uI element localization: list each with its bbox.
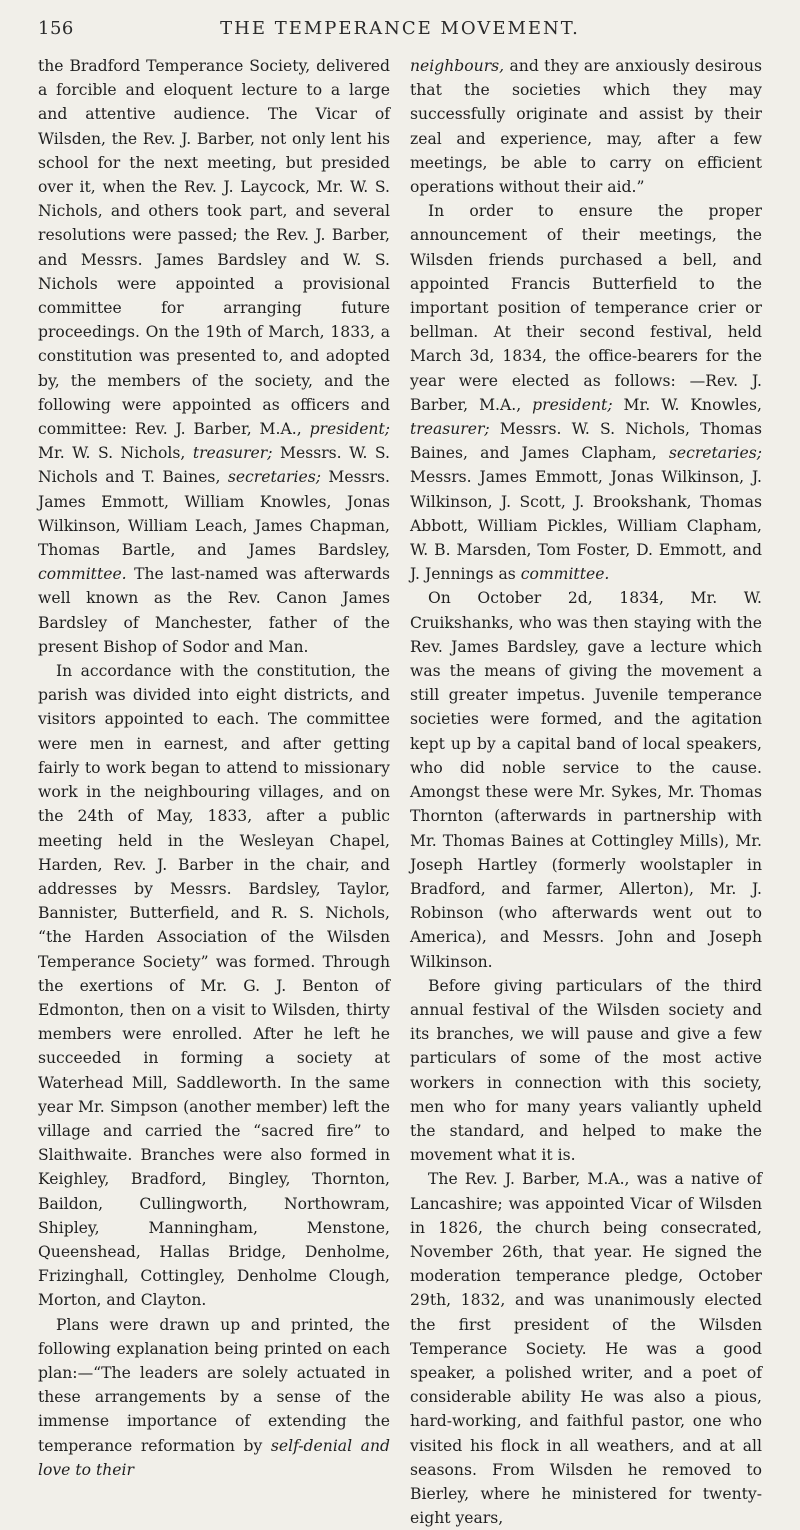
text-run: In order to ensure the proper announcement of their meetings, the Wilsden friends purchased a bell, and appointed Francis Butterfield to the important position of temperance crier or bellman. At their second festival, held March 3d, 1834, the office-bearers for the year were elected as follows: —Rev. J. Barber, M.A., xyxy=(410,202,762,414)
text-run: Plans were drawn up and printed, the following explanation being printed on each plan:—“The leaders are solely actuated in these arrangements by a sense of the immense importance of extending the temperance reformation by xyxy=(38,1315,390,1455)
italic-text-run: neighbours, xyxy=(410,57,505,75)
text-run: The last-named was afterwards well known as the Rev. Canon James Bardsley of Manchester, father of the present Bishop of Sodor and Man. xyxy=(38,565,390,656)
italic-text-run: committee. xyxy=(520,565,610,584)
italic-text-run: president; xyxy=(532,395,613,414)
text-run: the Bradford Temperance Society, delivered a forcible and eloquent lecture to a large and attentive audience. The Vicar of Wilsden, the Rev. J. Barber, not only lent his school for the next meeting, but presided over it, when the Rev. J. Laycock, Mr. W. S. Nichols, and others took part, and several resolutions were passed; the Rev. J. Barber, and Messrs. James Bardsley and W. S. Nichols were appointed a provisional committee for arranging future proceedings. On the 19th of March, 1833, a constitution was presented to, and adopted by, the members of the society, and the following were appointed as officers and committee: Rev. J. Barber, M.A., xyxy=(38,57,390,439)
text-columns xyxy=(38,54,762,1528)
italic-text-run: secretaries; xyxy=(227,468,321,487)
italic-text-run: treasurer; xyxy=(410,420,490,439)
page-header xyxy=(38,16,762,46)
paragraph xyxy=(410,1167,762,1530)
text-run: The Rev. J. Barber, M.A., was a native of Lancashire; was appointed Vicar of Wilsden in 1826, the church being consecrated, November 26th, that year. He signed the moderation temperance pledge, October 29th, 1832, and was unanimously elected the first president of the Wilsden Temperance Society. He was a good speaker, a polished writer, and a poet of considerable ability He was also a pious, hard-working, and faithful pastor, one who visited his flock in all weathers, and at all seasons. From Wilsden he removed to Bierley, where he ministered for twenty-eight years, xyxy=(410,1170,762,1528)
text-run: On October 2d, 1834, Mr. W. Cruikshanks, who was then staying with the Rev. James Bardsley, gave a lecture which was the means of giving the movement a still greater impetus. Juvenile temperance societies were formed, and the agitation kept up by a capital band of local speakers, who did noble service to the cause. Amongst these were Mr. Sykes, Mr. Thomas Thornton (afterwards in partnership with Mr. Thomas Baines at Cottingley Mills), Mr. Joseph Hartley (formerly woolstapler in Bradford, and farmer, Allerton), Mr. J. Robinson (who afterwards went out to America), and Messrs. John and Joseph Wilkinson. xyxy=(410,589,762,971)
text-run: Mr. W. Knowles, xyxy=(612,395,762,414)
text-run: Before giving particulars of the third annual festival of the Wilsden society and its branches, we will pause and give a few particulars of some of the most active workers in connection with this society, men who for many years valiantly upheld the standard, and helped to make the movement what it is. xyxy=(410,976,762,1165)
paragraph xyxy=(38,1313,390,1482)
italic-text-run: secretaries; xyxy=(668,444,762,463)
paragraph xyxy=(410,54,762,199)
paragraph xyxy=(410,586,762,973)
italic-text-run: president; xyxy=(309,420,390,439)
text-run: Messrs. W. S. Nichols and T. Baines, xyxy=(38,444,390,487)
text-run: Mr. W. S. Nichols, xyxy=(38,444,193,463)
right-column xyxy=(410,54,762,1528)
running-head: THE TEMPERANCE MOVEMENT. xyxy=(220,18,580,39)
page-number: 156 xyxy=(38,18,74,39)
text-run: Messrs. James Emmott, Jonas Wilkinson, J. Wilkinson, J. Scott, J. Brookshank, Thomas Abbott, William Pickles, William Clapham, W. B. Marsden, Tom Foster, D. Emmott, and J. Jennings as xyxy=(410,468,762,584)
text-run: Messrs. W. S. Nichols, Thomas Baines, and James Clapham, xyxy=(410,420,762,463)
paragraph xyxy=(38,659,390,1312)
italic-text-run: self-denial and love to their xyxy=(38,1436,390,1479)
paragraph xyxy=(38,54,390,659)
paragraph xyxy=(410,974,762,1168)
italic-text-run: treasurer; xyxy=(192,444,273,463)
italic-text-run: committee. xyxy=(38,565,127,584)
text-run: and they are anxiously desirous that the societies which they may successfully originate and assist by their zeal and experience, may, after a few meetings, be able to carry on efficient operations without their aid.” xyxy=(410,57,762,197)
text-run: Messrs. James Emmott, William Knowles, Jonas Wilkinson, William Leach, James Chapman, Thomas Bartle, and James Bardsley, xyxy=(38,468,390,560)
paragraph xyxy=(410,199,762,586)
text-run: In accordance with the constitution, the parish was divided into eight districts, and visitors appointed to each. The committee were men in earnest, and after getting fairly to work began to attend to missionary work in the neighbouring villages, and on the 24th of May, 1833, after a public meeting held in the Wesleyan Chapel, Harden, Rev. J. Barber in the chair, and addresses by Messrs. Bardsley, Taylor, Bannister, Butterfield, and R. S. Nichols, “the Harden Association of the Wilsden Temperance Society” was formed. Through the exertions of Mr. G. J. Benton of Edmonton, then on a visit to Wilsden, thirty members were enrolled. After he left he succeeded in forming a society at Waterhead Mill, Saddleworth. In the same year Mr. Simpson (another member) left the village and carried the “sacred fire” to Slaithwaite. Branches were also formed in Keighley, Bradford, Bingley, Thornton, Baildon, Cullingworth, Northowram, Shipley, Manningham, Menstone, Queenshead, Hallas Bridge, Denholme, Frizinghall, Cottingley, Denholme Clough, Morton, and Clayton. xyxy=(38,662,390,1310)
left-column xyxy=(38,54,390,1479)
